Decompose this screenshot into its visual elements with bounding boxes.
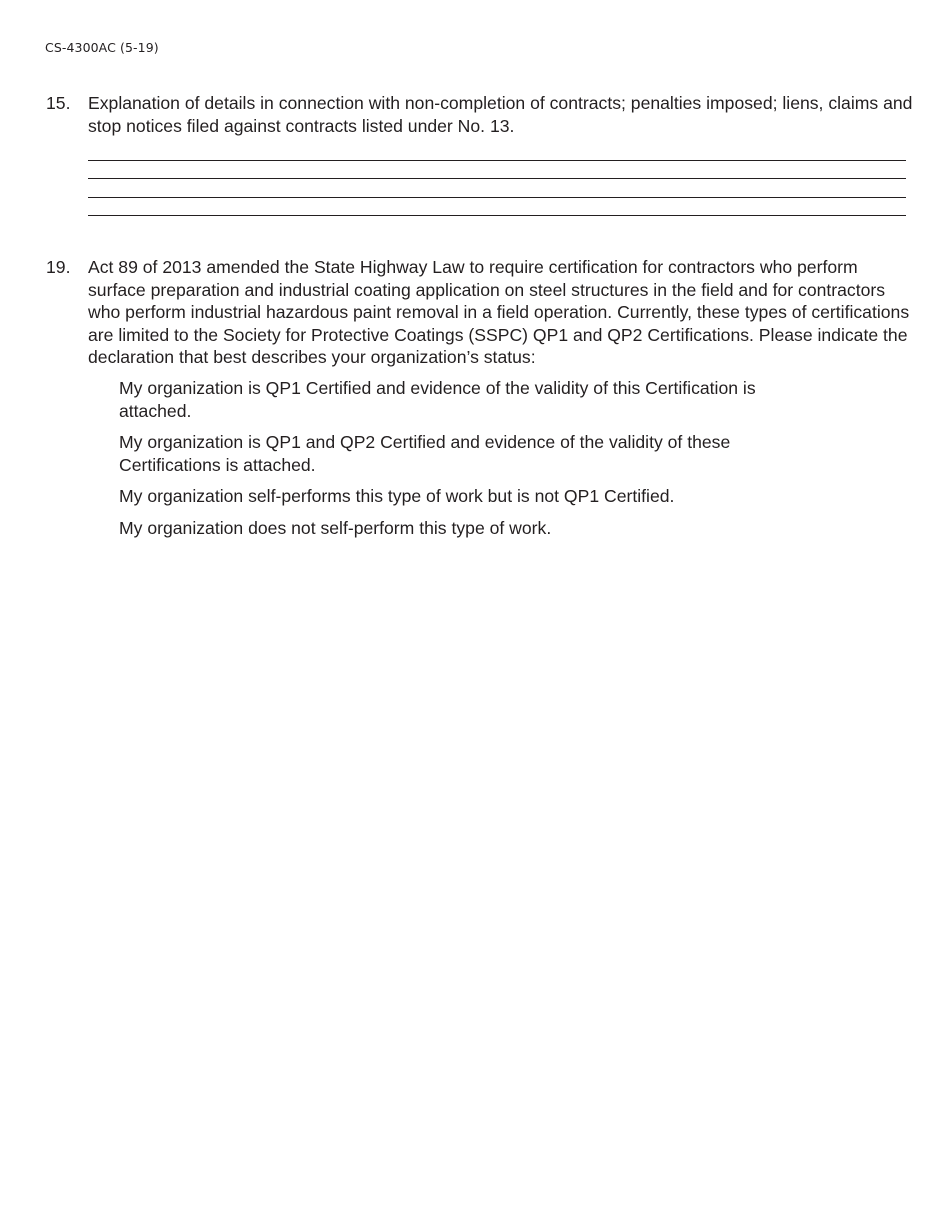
declaration-option-qp1-qp2[interactable]: My organization is QP1 and QP2 Certified and evidence of the validity of these Certifications is attached. bbox=[119, 432, 731, 475]
answer-line-3[interactable] bbox=[88, 179, 906, 197]
form-code: CS-4300AC (5-19) bbox=[45, 40, 159, 55]
answer-line-2[interactable] bbox=[88, 161, 906, 179]
answer-line-1[interactable] bbox=[88, 143, 906, 161]
declaration-option-not-self-perform[interactable]: My organization does not self-perform this type of work. bbox=[119, 517, 552, 538]
question-text: Explanation of details in connection with non-completion of contracts; penalties imposed; liens, claims and stop notices filed against contracts listed under No. 13. bbox=[88, 93, 913, 136]
question-number: 19. bbox=[46, 257, 71, 277]
question-text: Act 89 of 2013 amended the State Highway Law to require certification for contractors who perform surface preparation and industrial coating application on steel structures in the field and for contractors who perform industrial hazardous paint removal in a field operation. Currently, these types of certifications are limited to the Society for Protective Coatings (SSPC) QP1 and QP2 Certifications. Please indicate the declaration that best describes your organization’s status: bbox=[88, 257, 910, 367]
question-19 bbox=[46, 256, 916, 369]
answer-line-4[interactable] bbox=[88, 198, 906, 216]
question-number: 15. bbox=[46, 93, 71, 113]
declaration-options bbox=[119, 377, 819, 548]
declaration-option-not-certified[interactable]: My organization self-performs this type of work but is not QP1 Certified. bbox=[119, 486, 675, 506]
declaration-option-qp1[interactable]: My organization is QP1 Certified and evidence of the validity of this Certification is attached. bbox=[119, 378, 756, 421]
question-15 bbox=[46, 92, 916, 137]
answer-lines[interactable] bbox=[88, 143, 906, 216]
